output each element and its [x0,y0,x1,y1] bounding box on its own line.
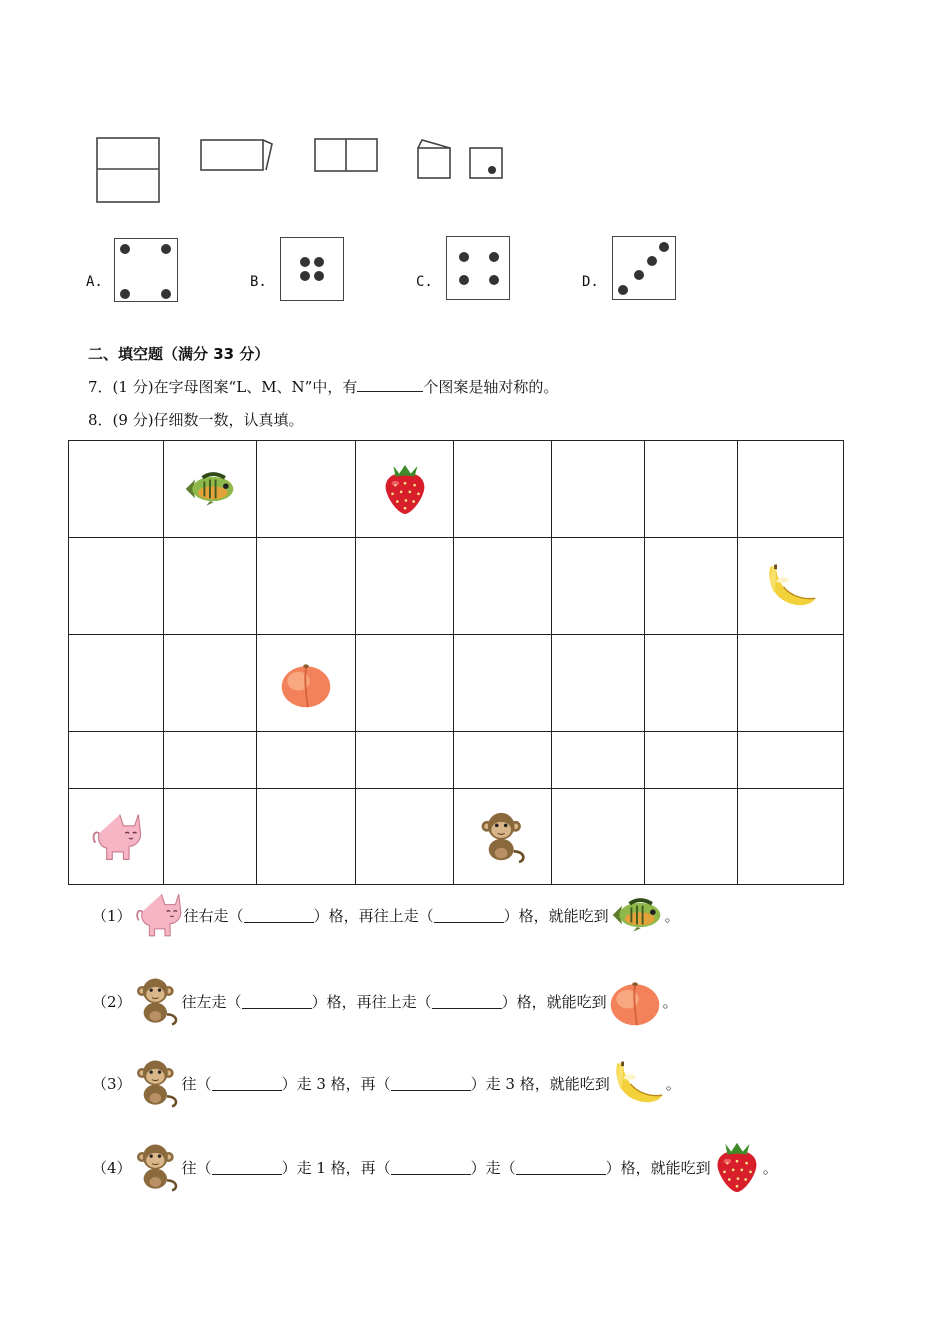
option-a-die[interactable] [114,238,178,302]
sq4-seg1: 往（ [181,1158,212,1177]
sub-question-1 [92,890,680,940]
sq2-end: 。 [662,992,678,1011]
sq4-blank-2[interactable] [391,1160,471,1175]
sq2-seg2: ）格，再往上走（ [311,992,432,1011]
peach-icon [278,656,334,710]
sq4-blank-1[interactable] [212,1160,282,1175]
monkey-icon [132,976,182,1026]
sq1-blank-1[interactable] [244,908,314,923]
sq1-number: （1） [92,906,132,925]
sq1-seg2: ）格，再往上走（ [313,906,434,925]
option-b-label[interactable]: B. [250,274,267,290]
sq3-blank-2[interactable] [391,1076,471,1091]
sq2-number: （2） [92,992,132,1011]
sq1-seg1: 往右走（ [183,906,244,925]
sq3-number: （3） [92,1074,132,1093]
monkey-icon [478,810,528,864]
sq4-seg3: ）走（ [470,1158,516,1177]
sq3-blank-1[interactable] [212,1076,282,1091]
cat-icon [132,890,184,940]
strawberry-icon [381,462,429,516]
fold-steps-diagram [92,132,512,208]
sub-question-4 [92,1140,778,1194]
sub-question-3 [92,1056,681,1110]
sq2-blank-1[interactable] [242,994,312,1009]
fish-icon [609,894,665,936]
banana-icon [610,1057,666,1109]
sq3-seg2: ）走 3 格，再（ [281,1074,391,1093]
sub-question-2 [92,974,678,1028]
sq1-end: 。 [664,906,680,925]
sq1-seg3: ）格，就能吃到 [503,906,609,925]
sq4-number: （4） [92,1158,132,1177]
monkey-icon [132,1058,182,1108]
sq3-seg1: 往（ [181,1074,212,1093]
sq4-end: 。 [762,1158,778,1177]
banana-icon [763,561,819,611]
q7-text-before: 7．(1 分)在字母图案“L、M、N”中，有 [88,378,358,396]
option-d-label[interactable]: D. [582,274,599,290]
q7-text-after: 个图案是轴对称的。 [423,378,559,396]
option-a-label[interactable]: A. [86,274,103,290]
sq1-blank-2[interactable] [434,908,504,923]
sq2-blank-2[interactable] [432,994,502,1009]
option-c-die[interactable] [446,236,510,300]
sq4-seg2: ）走 1 格，再（ [281,1158,391,1177]
option-c-label[interactable]: C. [416,274,433,290]
question-7 [88,376,558,397]
map-grid [68,440,844,885]
question-8: 8．(9 分)仔细数一数，认真填。 [88,411,304,429]
monkey-icon [132,1142,182,1192]
strawberry-icon [711,1140,763,1194]
peach-icon [607,974,663,1028]
sq4-blank-3[interactable] [516,1160,606,1175]
sq4-seg4: ）格，就能吃到 [605,1158,711,1177]
option-d-die[interactable] [612,236,676,300]
sq3-seg3: ）走 3 格，就能吃到 [470,1074,610,1093]
sq2-seg1: 往左走（ [181,992,242,1011]
cat-icon [88,810,144,864]
option-b-die[interactable] [280,237,344,301]
q7-answer-blank[interactable] [357,377,423,392]
sq3-end: 。 [665,1074,681,1093]
fish-icon [182,469,238,509]
section-title: 二、填空题（满分 33 分） [88,345,270,363]
sq2-seg3: ）格，就能吃到 [501,992,607,1011]
